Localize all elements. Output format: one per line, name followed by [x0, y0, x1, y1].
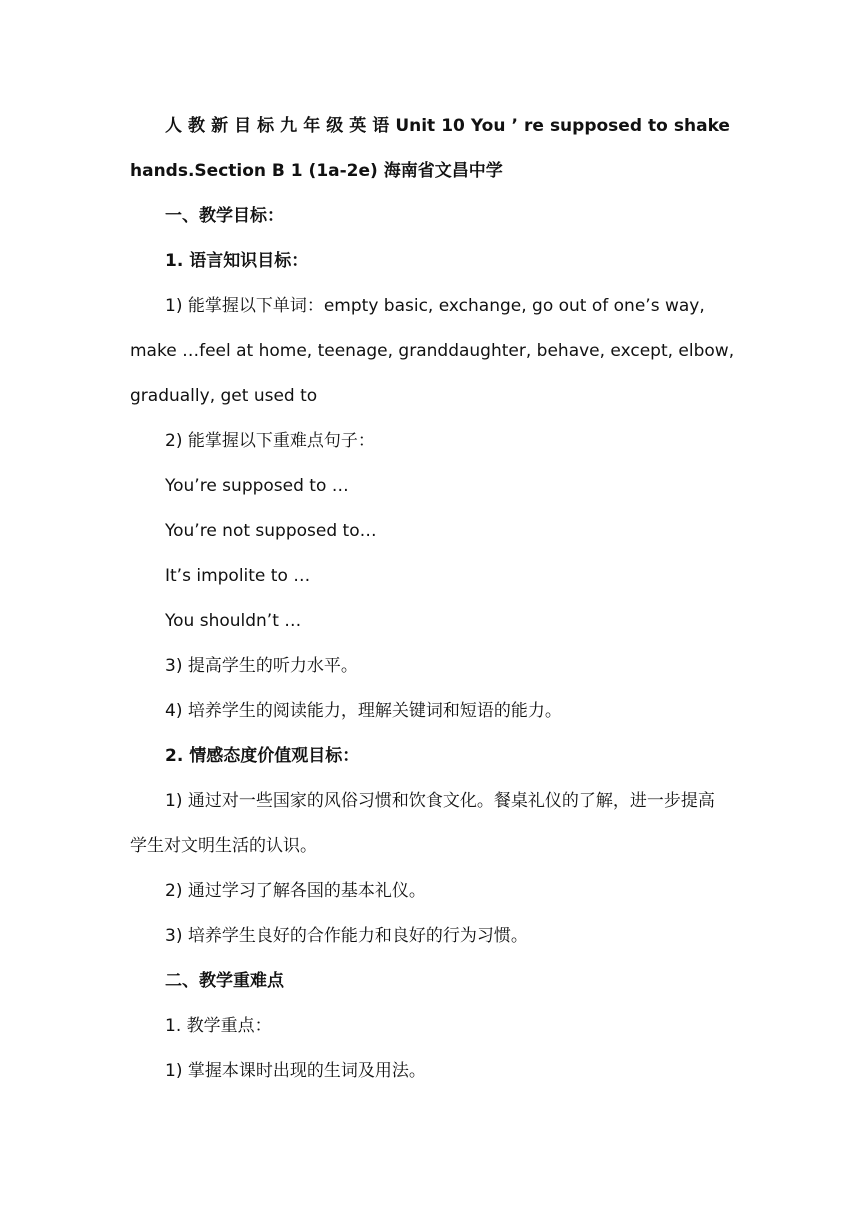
title-token: supposed	[549, 116, 642, 136]
title-token: 人	[165, 116, 182, 136]
paragraph-line: 学生对文明生活的认识。	[130, 836, 317, 856]
title-token: 标	[257, 116, 275, 136]
title-token: 教	[188, 116, 206, 136]
paragraph-line: 1) 掌握本课时出现的生词及用法。	[165, 1061, 426, 1081]
title-token: 语	[372, 116, 390, 136]
example-sentence: You’re not supposed to…	[165, 521, 377, 541]
title-token: 10	[441, 116, 465, 136]
paragraph-line: 2) 通过学习了解各国的基本礼仪。	[165, 881, 426, 901]
document-body	[130, 104, 735, 1094]
title-token: re	[523, 116, 544, 136]
document-title-line-2: hands.Section B 1 (1a-2e) 海南省文昌中学	[130, 161, 503, 181]
paragraph-line: 3) 提高学生的听力水平。	[165, 656, 358, 676]
paragraph-line: 1) 能掌握以下单词：empty basic, exchange, go out of one’s way,	[165, 296, 705, 316]
example-sentence: You’re supposed to …	[165, 476, 349, 496]
title-token: Unit	[395, 116, 436, 136]
paragraph-line: 1) 通过对一些国家的风俗习惯和饮食文化。餐桌礼仪的了解，进一步提高	[165, 791, 715, 811]
paragraph-line: gradually, get used to	[130, 386, 318, 406]
title-token: to	[648, 116, 668, 136]
title-token: 英	[349, 116, 367, 136]
title-token: 目	[234, 116, 252, 136]
title-token: 级	[326, 116, 344, 136]
title-token: You	[470, 116, 506, 136]
section-heading-teaching-objectives: 一、教学目标：	[165, 206, 284, 226]
title-token: 新	[211, 116, 229, 136]
example-sentence: It’s impolite to …	[165, 566, 311, 586]
paragraph-line: 3) 培养学生良好的合作能力和良好的行为习惯。	[165, 926, 528, 946]
example-sentence: You shouldn’t …	[165, 611, 302, 631]
title-token: 九	[280, 116, 298, 136]
paragraph-line: make …feel at home, teenage, granddaughter, behave, except, elbow,	[130, 341, 735, 361]
document-title-line-1	[130, 104, 730, 149]
section-heading-key-difficult-points: 二、教学重难点	[165, 971, 284, 991]
title-token: ’	[511, 116, 518, 136]
paragraph-line: 2) 能掌握以下重难点句子：	[165, 431, 375, 451]
title-token: 年	[303, 116, 321, 136]
subheading-teaching-key-points: 1. 教学重点：	[165, 1016, 272, 1036]
paragraph-line: 4) 培养学生的阅读能力，理解关键词和短语的能力。	[165, 701, 562, 721]
subheading-attitude-values: 2. 情感态度价值观目标：	[165, 746, 360, 766]
title-token: shake	[673, 116, 730, 136]
subheading-language-knowledge: 1. 语言知识目标：	[165, 251, 309, 271]
